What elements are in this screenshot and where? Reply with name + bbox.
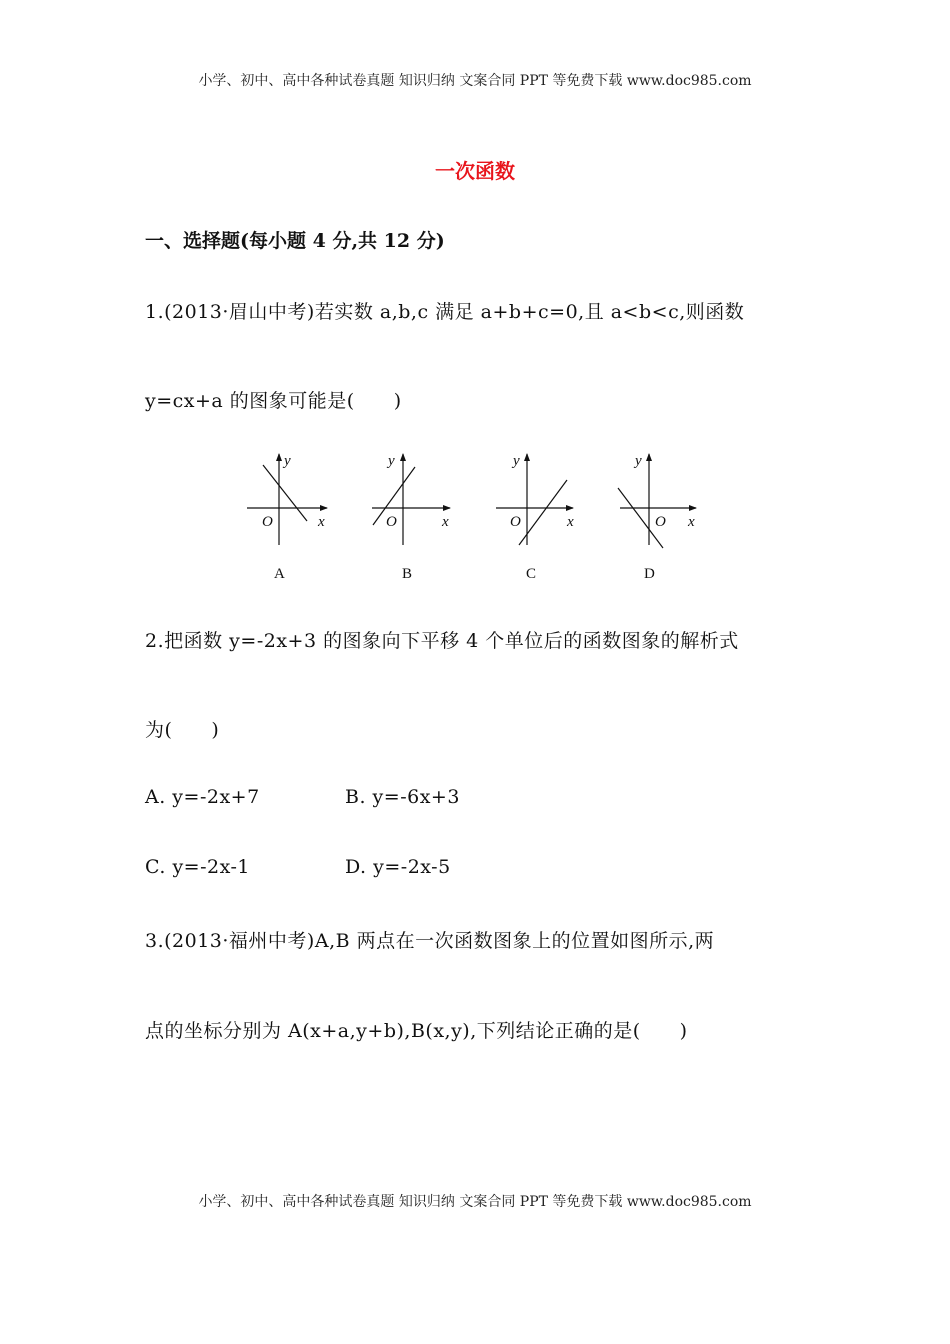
graph-c-y-label: y — [513, 453, 520, 469]
page-footer: 小学、初中、高中各种试卷真题 知识归纳 文案合同 PPT 等免费下载 www.doc985.com — [198, 1194, 752, 1210]
graph-a-x-label: x — [318, 514, 325, 530]
graph-d-origin-label: O — [655, 514, 666, 530]
question-2-line-1: 2.把函数 y=-2x+3 的图象向下平移 4 个单位后的函数图象的解析式 — [145, 630, 739, 652]
question-3-line-2: 点的坐标分别为 A(x+a,y+b),B(x,y),下列结论正确的是( ) — [145, 1020, 688, 1042]
question-2-line-2: 为( ) — [145, 719, 220, 741]
graph-c-x-label: x — [567, 514, 574, 530]
graph-a-y-label: y — [284, 453, 291, 469]
question-3-line-1: 3.(2013·福州中考)A,B 两点在一次函数图象上的位置如图所示,两 — [145, 930, 715, 952]
graph-a-origin-label: O — [262, 514, 273, 530]
graph-c-line — [519, 480, 567, 545]
page-header: 小学、初中、高中各种试卷真题 知识归纳 文案合同 PPT 等免费下载 www.doc985.com — [198, 73, 752, 89]
section-heading: 一、选择题(每小题 4 分,共 12 分) — [145, 230, 445, 252]
document-title: 一次函数 — [435, 159, 515, 183]
graph-c-origin-label: O — [510, 514, 521, 530]
graph-d-y-label: y — [635, 453, 642, 469]
graph-b-origin-label: O — [386, 514, 397, 530]
question-1-line-2: y=cx+a 的图象可能是( ) — [145, 390, 402, 412]
graph-d-x-label: x — [688, 514, 695, 530]
question-1-graphs — [0, 0, 950, 600]
graph-d-caption: D — [644, 566, 655, 582]
question-2-option-c: C. y=-2x-1 — [145, 856, 250, 878]
graph-a-caption: A — [274, 566, 285, 582]
question-1-line-1: 1.(2013·眉山中考)若实数 a,b,c 满足 a+b+c=0,且 a<b<c,则函数 — [145, 301, 745, 323]
question-2-option-d: D. y=-2x-5 — [345, 856, 451, 878]
question-2-option-a: A. y=-2x+7 — [145, 786, 260, 808]
graph-c-caption: C — [526, 566, 537, 582]
graph-b-caption: B — [402, 566, 413, 582]
graph-b-x-label: x — [442, 514, 449, 530]
graph-b-y-label: y — [388, 453, 395, 469]
graph-a-line — [263, 465, 307, 521]
question-2-option-b: B. y=-6x+3 — [345, 786, 460, 808]
